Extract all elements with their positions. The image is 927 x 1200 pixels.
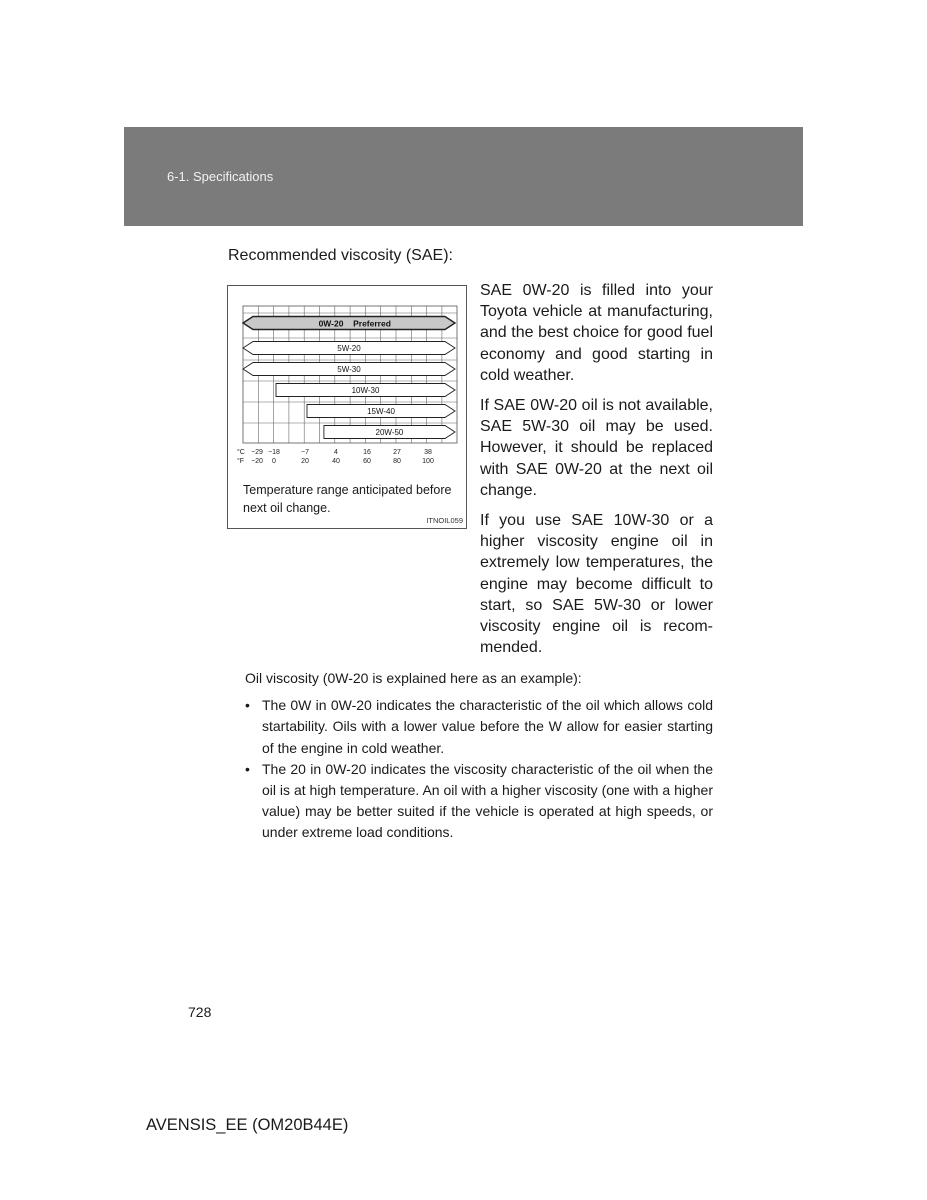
axis-unit-fahrenheit: °F: [237, 458, 245, 465]
tick-label-celsius: 38: [424, 449, 432, 456]
paragraph: SAE 0W-20 is filled into your Toyota vehicle at manufacturing, and the best choice for good fuel economy and good starting in cold weather.: [480, 282, 713, 384]
bar-label: 5W-30: [337, 365, 361, 374]
tick-label-celsius: 16: [363, 449, 371, 456]
tick-label-fahrenheit: 80: [393, 458, 401, 465]
viscosity-figure: [227, 285, 467, 529]
figure-caption: Temperature range anticipated before next oil change.: [243, 483, 452, 515]
tick-label-fahrenheit: 100: [422, 458, 434, 465]
figure-code: ITNOIL059: [426, 516, 463, 525]
tick-label-fahrenheit: 0: [272, 458, 276, 465]
bar-label: 5W-20: [337, 344, 361, 353]
header-band: [124, 127, 803, 226]
right-column: [480, 280, 713, 667]
tick-label-fahrenheit: −20: [251, 458, 263, 465]
notes-list: [245, 695, 713, 843]
tick-label-fahrenheit: 60: [363, 458, 371, 465]
viscosity-chart: [228, 286, 466, 476]
notes-intro: Oil viscosity (0W-20 is explained here as an example):: [245, 670, 582, 686]
bar-label: 20W-50: [375, 428, 404, 437]
tick-label-celsius: −29: [251, 449, 263, 456]
list-item-text: The 0W in 0W-20 indicates the characteristic of the oil which allows cold startability. Oils with a lower value before the W allow for easier starting of the engine in cold weather.: [262, 697, 713, 756]
viscosity-notes: [245, 668, 713, 844]
bar-tag: Preferred: [353, 318, 391, 329]
tick-label-celsius: −18: [268, 449, 280, 456]
bullet: •: [245, 697, 250, 714]
tick-label-celsius: 4: [334, 449, 338, 456]
page-number: 728: [188, 1004, 212, 1020]
bar-label: 15W-40: [367, 407, 395, 416]
paragraph: If you use SAE 10W-30 or a higher viscosity engine oil in extremely low temperatures, the engine may become difficult to start, so SAE 5W-30 or lower viscosity engine oil is recommended.: [480, 512, 713, 657]
list-item-text: The 20 in 0W-20 indicates the viscosity characteristic of the oil when the oil is at high temperature. An oil with a higher viscosity (one with a higher value) may be better suited if the vehicle is operated at high speeds, or under extreme load conditions.: [262, 760, 713, 841]
footer-model-code: AVENSIS_EE (OM20B44E): [146, 1116, 349, 1134]
tick-label-fahrenheit: 20: [301, 458, 309, 465]
list-item: [245, 695, 713, 759]
bar-label: 0W-20: [318, 318, 344, 329]
section-title: 6-1. Specifications: [167, 169, 274, 184]
viscosity-bar: [243, 317, 455, 330]
tick-label-celsius: −7: [301, 449, 309, 456]
axis-unit-celsius: °C: [237, 449, 245, 456]
bar-label: 10W-30: [351, 386, 380, 395]
paragraph: If SAE 0W-20 oil is not available, SAE 5W-30 oil may be used. However, it should be replaced with SAE 0W-20 at the next oil change.: [480, 397, 713, 499]
tick-label-celsius: 27: [393, 449, 401, 456]
recommended-viscosity-heading: Recommended viscosity (SAE):: [228, 247, 453, 264]
bullet: •: [245, 760, 250, 777]
list-item: [245, 759, 713, 844]
tick-label-fahrenheit: 40: [332, 458, 340, 465]
